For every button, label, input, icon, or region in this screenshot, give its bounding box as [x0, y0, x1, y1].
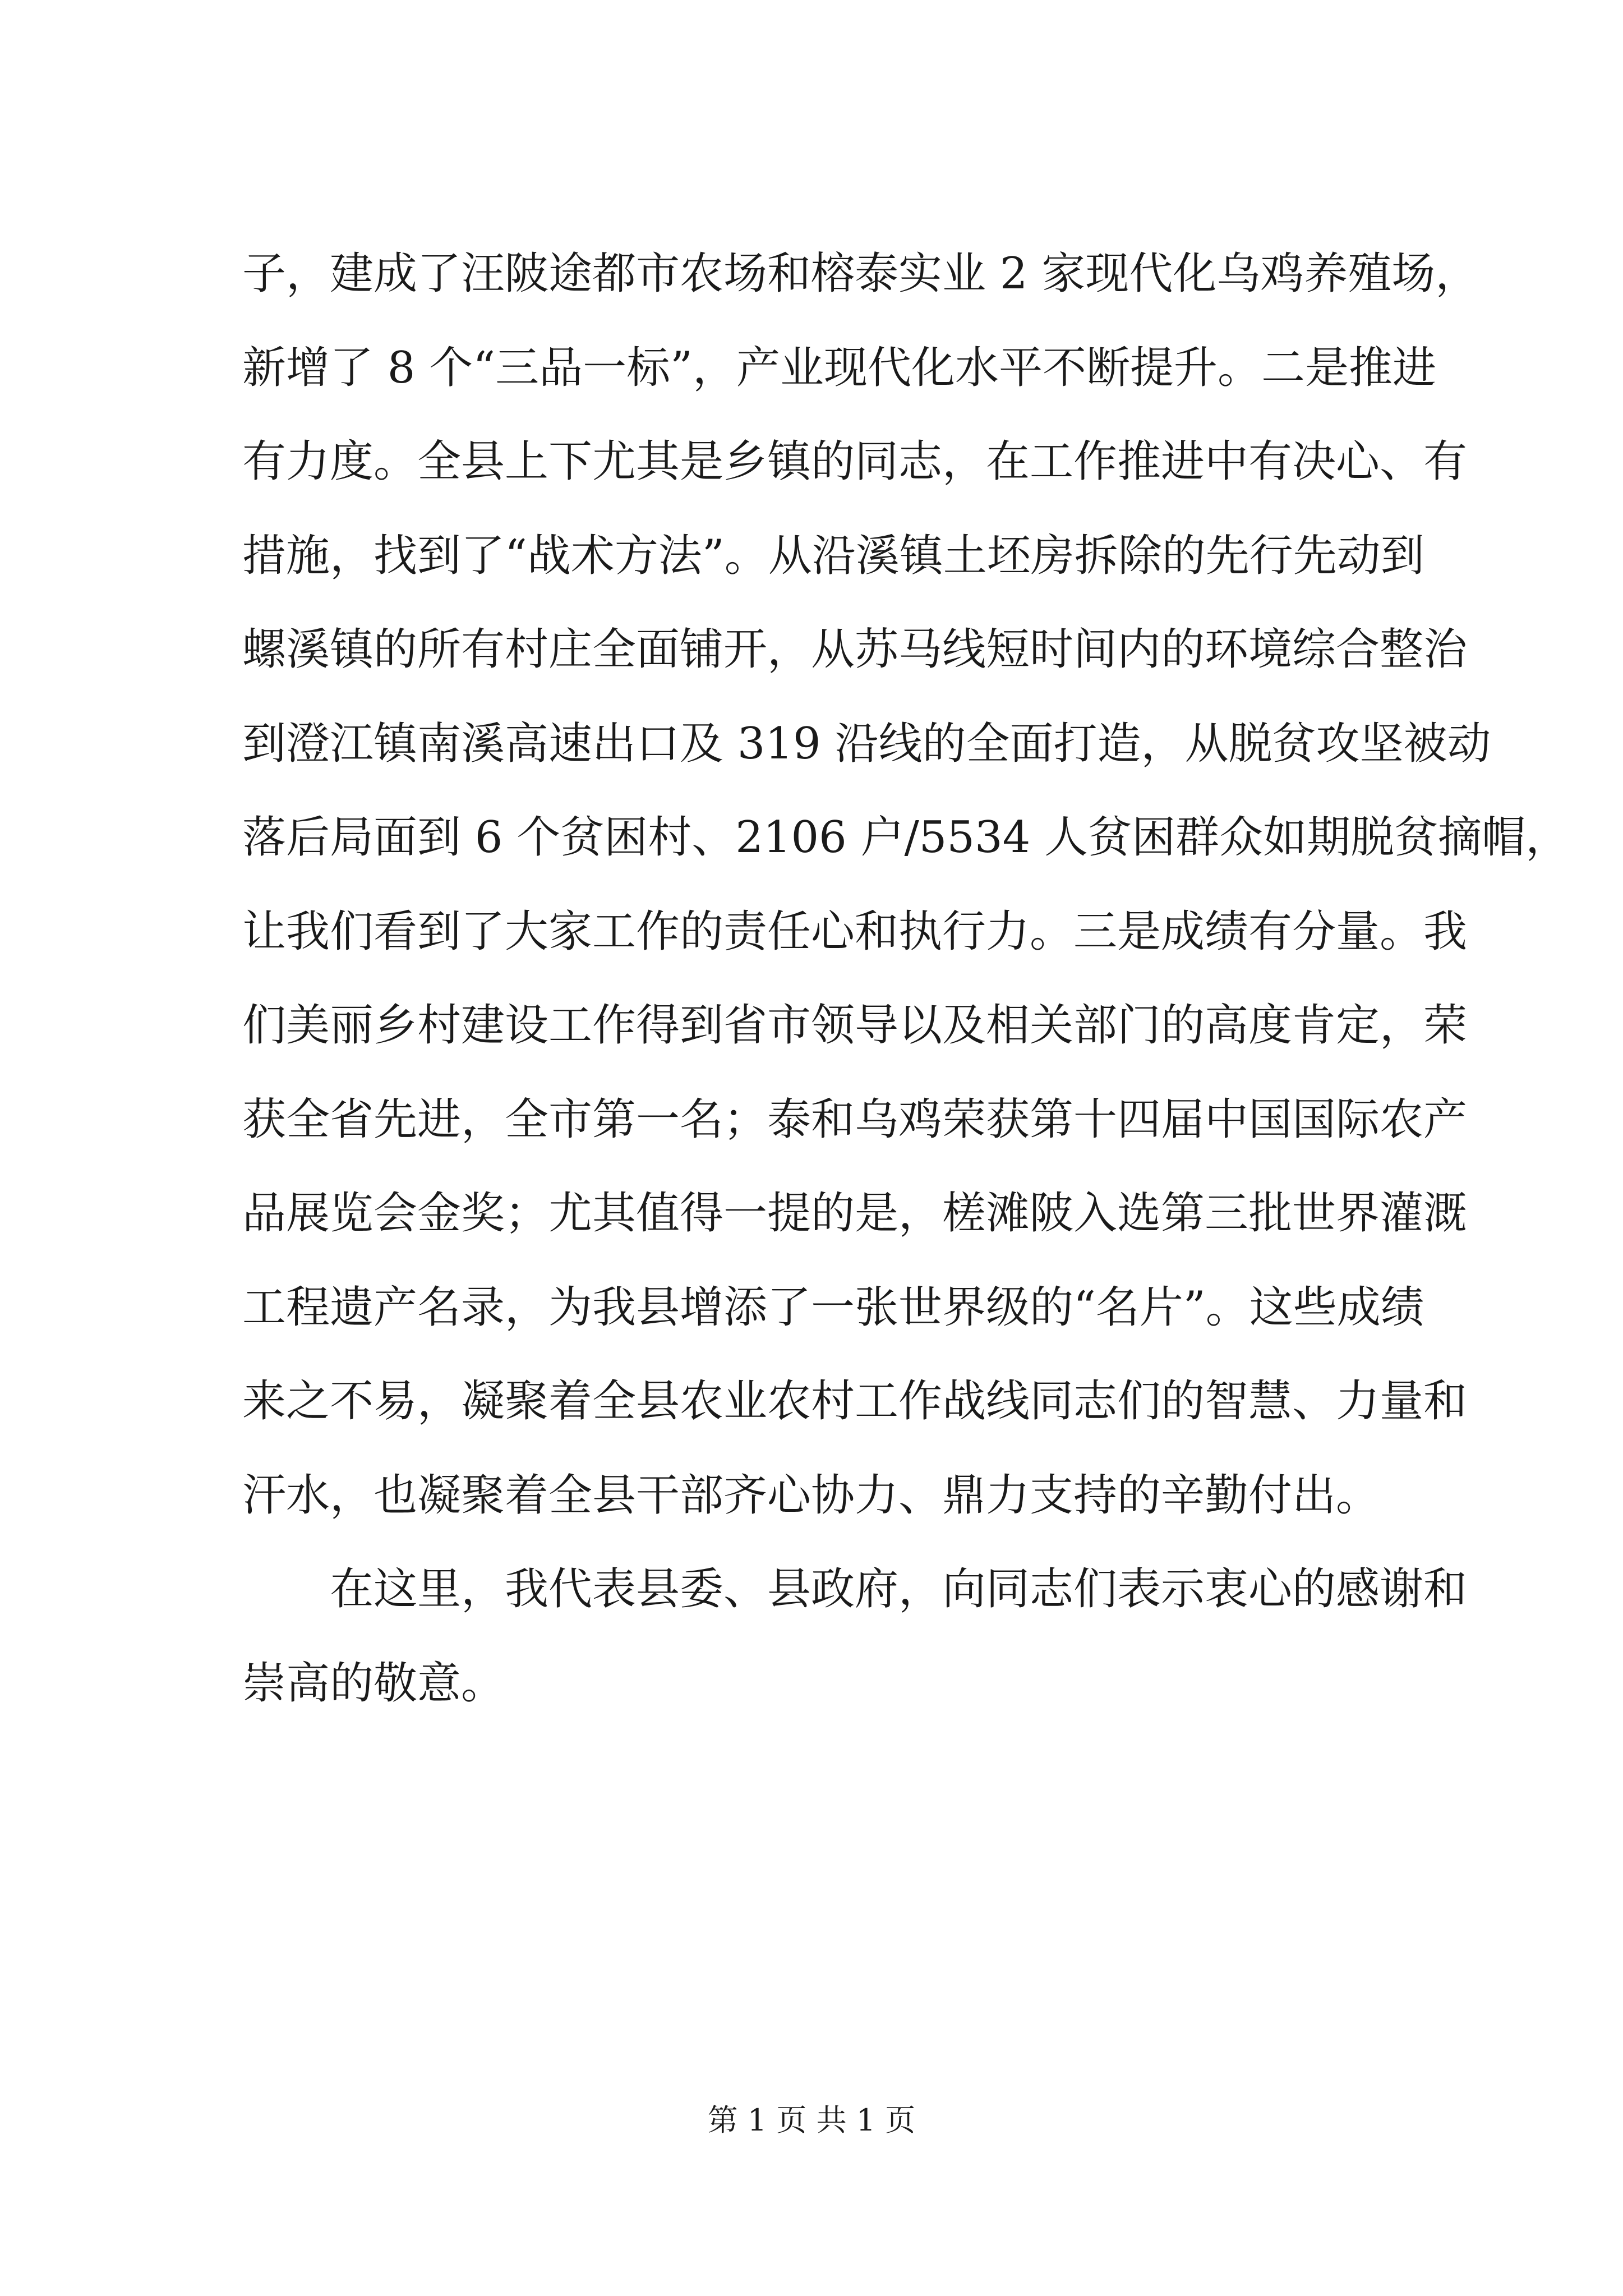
page-footer: 第 1 页 共 1 页 [707, 2102, 916, 2138]
text-line: 工程遗产名录，为我县增添了一张世界级的“名片”。这些成绩 [242, 1282, 1424, 1333]
text-line: 有力度。全县上下尤其是乡镇的同志，在工作推进中有决心、有 [242, 436, 1468, 487]
text-line: 崇高的敬意。 [242, 1658, 505, 1709]
text-line: 措施，找到了“战术方法”。从沿溪镇土坯房拆除的先行先动到 [242, 530, 1424, 581]
text-line: 获全省先进，全市第一名；泰和乌鸡荣获第十四届中国国际农产 [242, 1094, 1468, 1145]
text-line: 们美丽乡村建设工作得到省市领导以及相关部门的高度肯定，荣 [242, 1000, 1468, 1051]
paragraph-2 [242, 1543, 1468, 1731]
text-line: 子，建成了汪陂途都市农场和榕泰实业 2 家现代化乌鸡养殖场， [242, 249, 1479, 299]
text-line: 新增了 8 个“三品一标”，产业现代化水平不断提升。二是推进 [242, 342, 1436, 393]
paragraph-1 [242, 227, 1570, 1543]
text-line: 让我们看到了大家工作的责任心和执行力。三是成绩有分量。我 [242, 906, 1468, 957]
text-line: 汗水，也凝聚着全县干部齐心协力、鼎力支持的辛勤付出。 [242, 1470, 1380, 1521]
text-line: 落后局面到 6 个贫困村、2106 户/5534 人贫困群众如期脱贫摘帽， [242, 812, 1570, 863]
text-line: 螺溪镇的所有村庄全面铺开，从苏马线短时间内的环境综合整治 [242, 624, 1468, 675]
text-line: 品展览会金奖；尤其值得一提的是，槎滩陂入选第三批世界灌溉 [242, 1188, 1468, 1239]
text-line: 到澄江镇南溪高速出口及 319 沿线的全面打造，从脱贫攻坚被动 [242, 718, 1491, 769]
document-body [242, 227, 1570, 1731]
text-line: 在这里，我代表县委、县政府，向同志们表示衷心的感谢和 [330, 1564, 1468, 1614]
text-line: 来之不易，凝聚着全县农业农村工作战线同志们的智慧、力量和 [242, 1376, 1468, 1427]
